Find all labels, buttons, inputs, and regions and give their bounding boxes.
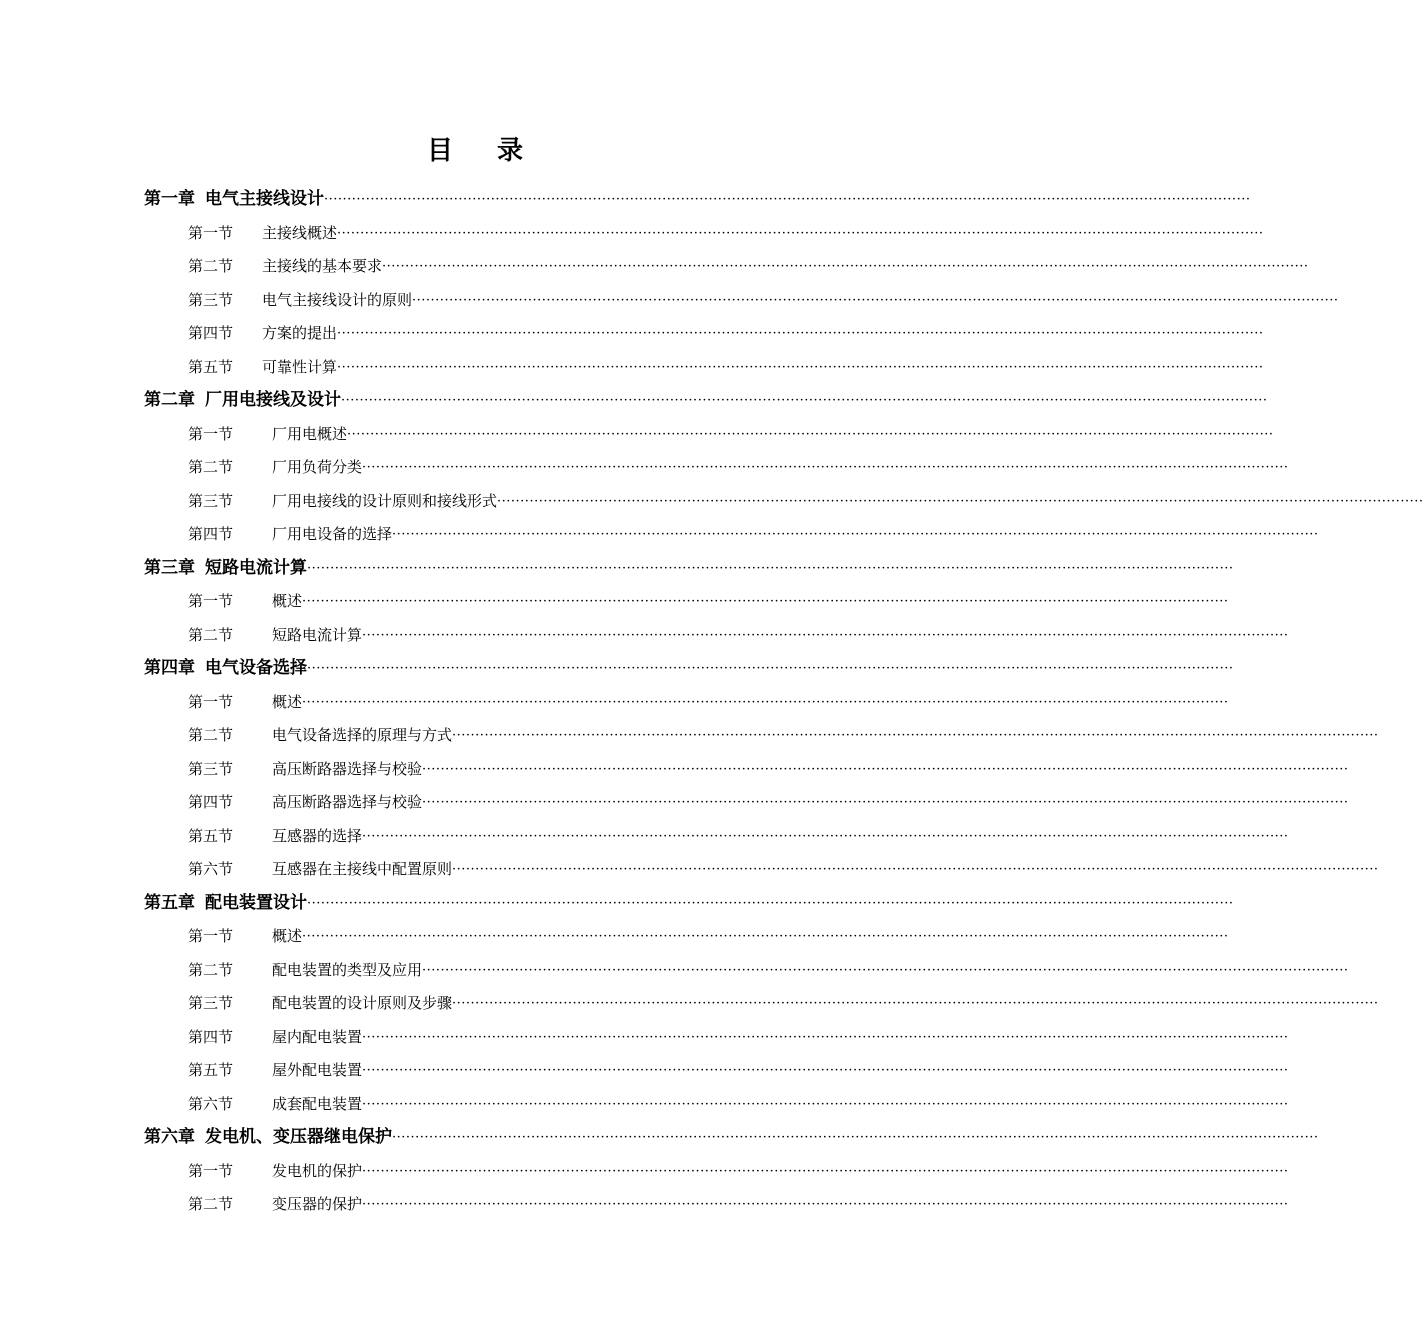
chapter-leader-dots: ········································································································································································································ [307,895,1234,911]
section-number: 第一节 [188,1161,234,1180]
section-title [272,451,1289,485]
section-number: 第一节 [188,927,234,945]
toc-title-char-2: 录 [497,136,524,166]
section-number: 第一节 [188,592,234,610]
section-title [272,987,1379,1021]
section-title [272,853,1379,887]
section-number: 第三节 [188,759,234,778]
section-number: 第三节 [188,994,234,1012]
section-number: 第一节 [188,223,234,242]
section-title [272,753,1349,787]
section-title-text: 配电装置的类型及应用 [272,960,423,979]
section-leader-dots: ········································································································································································································ [362,828,1289,844]
section-leader-dots: ········································································································································································································ [337,225,1264,241]
section-leader-dots: ········································································································································································································ [362,1063,1289,1078]
toc-chapter-entry[interactable] [0,1121,1319,1155]
chapter-number: 第三章 [144,557,195,578]
section-number: 第二节 [188,726,234,744]
section-title [262,317,1264,351]
section-leader-dots: ········································································································································································································ [452,996,1379,1011]
section-leader-dots: ········································································································································································································ [362,1163,1289,1179]
section-number: 第二节 [188,960,234,979]
toc-section-entry[interactable] [0,451,1289,485]
section-number: 第四节 [188,1027,234,1046]
toc-section-entry[interactable] [0,250,1309,284]
section-title-text: 屋外配电装置 [272,1061,363,1079]
toc-section-entry[interactable] [0,719,1379,753]
section-number: 第四节 [188,324,234,342]
section-title [262,351,1264,385]
section-number: 第六节 [188,1094,234,1113]
section-number: 第一节 [188,424,234,443]
section-number: 第二节 [188,257,234,275]
section-title-text: 高压断路器选择与校验 [272,793,423,811]
chapter-title: 配电装置设计 [205,892,307,913]
table-of-contents [0,183,1423,1222]
section-title [262,250,1309,284]
section-title [272,585,1229,619]
toc-section-entry[interactable] [0,585,1229,619]
section-number: 第四节 [188,793,234,811]
section-title-text: 发电机的保护 [272,1161,363,1180]
toc-section-entry[interactable] [0,820,1289,854]
toc-section-entry[interactable] [0,920,1229,954]
section-leader-dots: ········································································································································································································ [337,359,1264,375]
chapter-label [144,183,1251,217]
chapter-leader-dots: ········································································································································································································ [307,661,1234,676]
section-number: 第五节 [188,357,234,376]
section-leader-dots: ········································································································································································································ [362,460,1289,475]
section-number: 第三节 [188,491,234,510]
section-title-text: 电气主接线设计的原则 [262,290,413,309]
section-title [262,284,1339,318]
toc-title [0,130,950,167]
toc-section-entry[interactable] [0,1188,1289,1222]
chapter-title: 厂用电接线及设计 [205,390,341,410]
chapter-number: 第六章 [144,1127,195,1147]
toc-section-entry[interactable] [0,1054,1289,1088]
section-title-text: 主接线概述 [262,223,338,242]
section-title-text: 可靠性计算 [262,357,338,376]
toc-chapter-entry[interactable] [0,384,1268,418]
toc-chapter-entry[interactable] [0,183,1251,217]
section-title-text: 厂用电概述 [272,424,348,443]
chapter-number: 第一章 [144,189,195,209]
toc-section-entry[interactable] [0,317,1264,351]
toc-section-entry[interactable] [0,1155,1289,1189]
section-title-text: 概述 [272,692,303,711]
section-title [262,217,1264,251]
section-leader-dots: ········································································································································································································ [302,929,1229,944]
section-title-text: 互感器的选择 [272,826,363,845]
toc-section-entry[interactable] [0,351,1264,385]
section-title [272,418,1274,452]
section-title [272,786,1349,820]
section-title-text: 厂用电设备的选择 [272,525,393,543]
section-leader-dots: ········································································································································································································ [412,292,1339,308]
section-title [272,954,1349,988]
chapter-label [144,652,1234,686]
chapter-number: 第四章 [144,658,195,678]
toc-section-entry[interactable] [0,753,1349,787]
chapter-label [144,384,1268,418]
section-title-text: 厂用电接线的设计原则和接线形式 [272,491,498,510]
section-title-text: 屋内配电装置 [272,1027,363,1046]
section-title [272,619,1289,653]
section-number: 第二节 [188,458,234,476]
toc-title-char-1: 目 [426,136,453,166]
section-title-text: 互感器在主接线中配置原则 [272,860,453,878]
section-number: 第五节 [188,1061,234,1079]
chapter-title: 短路电流计算 [205,557,307,578]
chapter-leader-dots: ········································································································································································································ [392,1130,1319,1145]
section-leader-dots: ········································································································································································································ [302,694,1229,710]
section-number: 第四节 [188,525,234,543]
section-leader-dots: ········································································································································································································ [497,493,1423,509]
section-leader-dots: ········································································································································································································ [452,728,1379,743]
toc-section-entry[interactable] [0,485,1423,519]
section-title [272,1088,1289,1122]
section-leader-dots: ········································································································································································································ [362,1096,1289,1112]
section-leader-dots: ········································································································································································································ [422,962,1349,978]
toc-section-entry[interactable] [0,418,1274,452]
section-number: 第三节 [188,290,234,309]
section-leader-dots: ········································································································································································································ [362,1029,1289,1045]
toc-section-entry[interactable] [0,518,1319,552]
section-title [272,719,1379,753]
toc-section-entry[interactable] [0,686,1229,720]
section-leader-dots: ········································································································································································································ [347,426,1274,442]
section-title [272,1054,1289,1088]
toc-section-entry[interactable] [0,1021,1289,1055]
section-number: 第二节 [188,1195,234,1213]
section-title-text: 主接线的基本要求 [262,257,383,275]
section-title-text: 高压断路器选择与校验 [272,759,423,778]
chapter-label [144,1121,1319,1155]
chapter-label [144,552,1234,586]
section-title [272,518,1319,552]
section-title-text: 方案的提出 [262,324,338,342]
section-title [272,820,1289,854]
chapter-number: 第五章 [144,892,195,913]
section-title [272,920,1229,954]
section-title-text: 成套配电装置 [272,1094,363,1113]
section-leader-dots: ········································································································································································································ [362,627,1289,643]
section-title-text: 厂用负荷分类 [272,458,363,476]
section-leader-dots: ········································································································································································································ [337,326,1264,341]
section-leader-dots: ········································································································································································································ [382,259,1309,274]
section-title-text: 配电装置的设计原则及步骤 [272,994,453,1012]
toc-section-entry[interactable] [0,217,1264,251]
toc-section-entry[interactable] [0,853,1379,887]
section-leader-dots: ········································································································································································································ [302,594,1229,609]
section-leader-dots: ········································································································································································································ [422,761,1349,777]
toc-section-entry[interactable] [0,284,1339,318]
toc-chapter-entry[interactable] [0,887,1234,921]
toc-section-entry[interactable] [0,619,1289,653]
section-title [272,1021,1289,1055]
chapter-title: 电气主接线设计 [205,189,324,209]
section-number: 第一节 [188,692,234,711]
section-number: 第五节 [188,826,234,845]
section-number: 第六节 [188,860,234,878]
section-number: 第二节 [188,625,234,644]
section-title [272,686,1229,720]
chapter-title: 发电机、变压器继电保护 [205,1127,392,1147]
chapter-leader-dots: ········································································································································································································ [324,192,1251,207]
section-title [272,485,1423,519]
section-title-text: 概述 [272,927,303,945]
section-leader-dots: ········································································································································································································ [392,527,1319,542]
section-title-text: 电气设备选择的原理与方式 [272,726,453,744]
section-title-text: 短路电流计算 [272,625,363,644]
section-leader-dots: ········································································································································································································ [452,862,1379,877]
chapter-label [144,887,1234,921]
section-title-text: 概述 [272,592,303,610]
toc-chapter-entry[interactable] [0,552,1234,586]
toc-section-entry[interactable] [0,954,1349,988]
toc-section-entry[interactable] [0,1088,1289,1122]
toc-section-entry[interactable] [0,786,1349,820]
chapter-title: 电气设备选择 [205,658,307,678]
chapter-number: 第二章 [144,390,195,410]
section-title-text: 变压器的保护 [272,1195,363,1213]
section-leader-dots: ········································································································································································································ [422,795,1349,810]
chapter-leader-dots: ········································································································································································································ [307,560,1234,576]
toc-section-entry[interactable] [0,987,1379,1021]
toc-chapter-entry[interactable] [0,652,1234,686]
section-title [272,1155,1289,1189]
section-leader-dots: ········································································································································································································ [362,1197,1289,1212]
section-title [272,1188,1289,1222]
chapter-leader-dots: ········································································································································································································ [341,393,1268,408]
